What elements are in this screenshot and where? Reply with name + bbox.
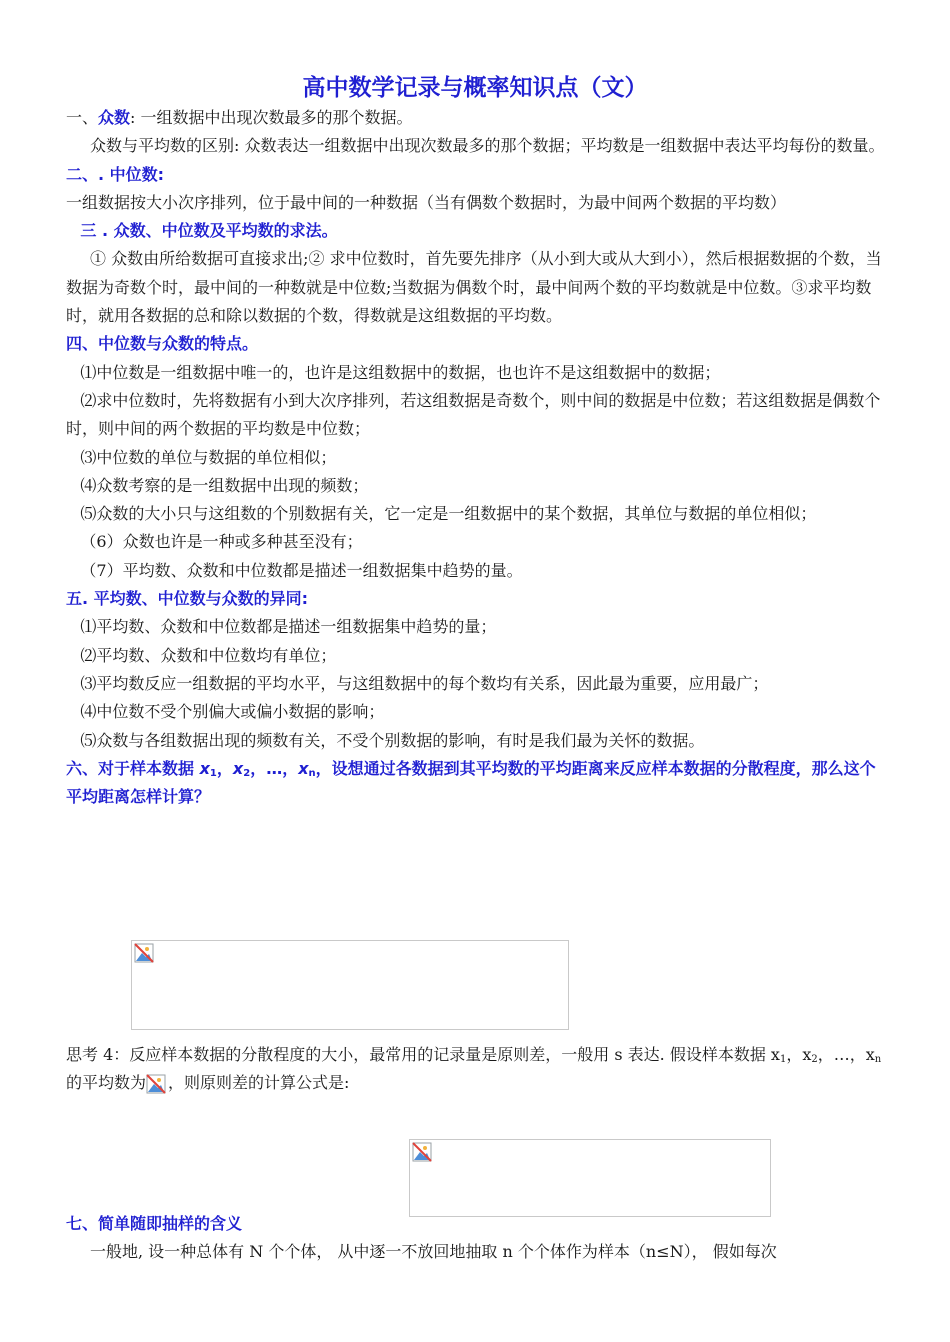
section-4-heading: 四、中位数与众数的特点。 bbox=[66, 334, 259, 354]
section-4-item: ⑵求中位数时，先将数据有小到大次序排列，若这组数据是奇数个，则中间的数据是中位数；若这组数据是偶数个时，则中间的两个数据的平均数是中位数； bbox=[66, 390, 881, 439]
section-4-item: （7）平均数、众数和中位数都是描述一组数据集中趋势的量。 bbox=[80, 560, 523, 580]
section-7 bbox=[66, 1210, 886, 1267]
formula-image-placeholder bbox=[131, 940, 569, 1030]
section-4-item: ⑶中位数的单位与数据的单位相似； bbox=[80, 447, 337, 467]
section-4-item: （6）众数也许是一种或多种甚至没有； bbox=[80, 532, 363, 552]
section-1-difference: 众数与平均数的区别: 众数表达一组数据中出现次数最多的那个数据；平均数是一组数据中表达平均每份的数量。 bbox=[90, 136, 885, 156]
section-2 bbox=[66, 161, 886, 218]
section-4-item: ⑸众数的大小只与这组数的个别数据有关，它一定是一组数据中的某个数据，其单位与数据的单位相似； bbox=[80, 504, 817, 524]
broken-image-icon bbox=[146, 1074, 166, 1094]
document-body bbox=[66, 104, 886, 811]
broken-image-icon bbox=[134, 943, 154, 963]
section-4-item: ⑷众数考察的是一组数据中出现的频数； bbox=[80, 475, 369, 495]
section-4-item: ⑴中位数是一组数据中唯一的，也许是这组数据中的数据，也也许不是这组数据中的数据； bbox=[80, 362, 721, 382]
section-3-heading: 三 . 众数、中位数及平均数的求法。 bbox=[80, 221, 338, 241]
section-1-definition: : 一组数据中出现次数最多的那个数据。 bbox=[130, 108, 413, 127]
section-2-heading: 二、. 中位数: bbox=[66, 164, 165, 184]
section-7-heading: 七、简单随即抽样的含义 bbox=[66, 1214, 243, 1233]
section-7-body: 一般地, 设一种总体有 N 个个体， 从中逐一不放回地抽取 n 个个体作为样本（n≤N）， 假如每次 bbox=[90, 1242, 777, 1262]
section-2-body: 一组数据按大小次序排列，位于最中间的一种数据（当有偶数个数据时，为最中间两个数据的平均数） bbox=[66, 192, 787, 212]
std-dev-formula-placeholder bbox=[409, 1139, 771, 1217]
section-5-item: ⑵平均数、众数和中位数均有单位； bbox=[80, 645, 337, 665]
section-1-line bbox=[66, 104, 886, 132]
section-1-heading: 众数 bbox=[98, 108, 131, 127]
section-6-heading: 六、对于样本数据 $x_1$，$x_2$，…，$x_n$，设想通过各数据到其平均数的平均距离来反应样本数据的分散程度，那么这个平均距离怎样计算？ bbox=[66, 758, 876, 807]
section-5-item: ⑴平均数、众数和中位数都是描述一组数据集中趋势的量； bbox=[80, 617, 497, 637]
think-4-paragraph: 思考 4：反应样本数据的分散程度的大小，最常用的记录量是原则差，一般用 s 表达. 假设样本数据 $x_1$，$x_2$，…，$x_n$的平均数为 ，则原则差的计算公式是: bbox=[66, 1041, 886, 1098]
section-5-item: ⑸众数与各组数据出现的频数有关，不受个别数据的影响，有时是我们最为关怀的数据。 bbox=[80, 730, 705, 750]
section-5-item: ⑷中位数不受个别偏大或偏小数据的影响； bbox=[80, 702, 385, 722]
section-5-heading: 五. 平均数、中位数与众数的异同: bbox=[66, 589, 309, 609]
section-3-body: ① 众数由所给数据可直接求出;② 求中位数时，首先要先排序（从小到大或从大到小），然后根据数据的个数，当数据为奇数个时，最中间的一种数就是中位数;当数据为偶数个时，最中间两个数的平均数就是中位数。③求平均数时，就用各数据的总和除以数据的个数，得数就是这组数据的平均数。 bbox=[66, 249, 882, 326]
mean-symbol-image bbox=[146, 1072, 168, 1096]
page-title: 高中数学记录与概率知识点（文） bbox=[302, 75, 648, 101]
broken-image-icon bbox=[412, 1142, 432, 1162]
section-5-item: ⑶平均数反应一组数据的平均水平，与这组数据中的每个数均有关系，因此最为重要，应用最广； bbox=[80, 673, 769, 693]
section-1-prefix: 一、 bbox=[66, 108, 99, 127]
